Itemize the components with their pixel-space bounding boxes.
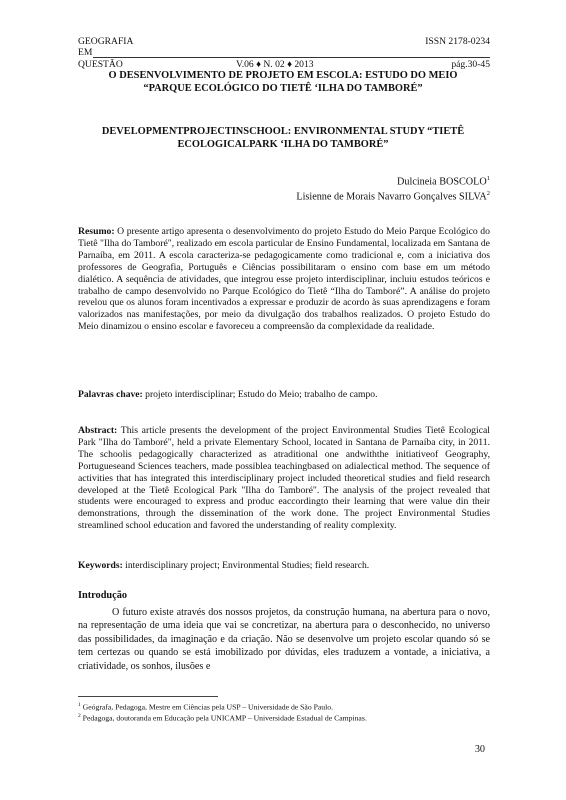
header-rule-top	[93, 57, 490, 58]
abstract-text: This article presents the development of the project Environmental Studies Tietê Ecological Park "Ilha do Tamboré", held a private Elementary School, located in Santana de Parnaíba city, in 2011. The schoolis pedagogically characterized as atraditional one andwiththe initiativeof Geography, Portugueseand Sciences teachers, made possiblea teachingbased on adialectical method. The sequence of activities that has integrated this interdisciplinary project included theoretical studies and field research developed at the Tietê Ecological Park "Ilha do Tamboré". The analysis of the project revealed that students were encouraged to express and produc eaccordingto their learning that were value din their demonstrations, through the dissemination of the work done. The project Environmental Studies streamlined school education and favored the understanding of reality complexity.	[78, 425, 490, 532]
issn: ISSN 2178-0234	[425, 36, 490, 47]
resumo-text: O presente artigo apresenta o desenvolvimento do projeto Estudo do Meio Parque Ecológico do Tietê "Ilha do Tamboré", realizado em escola particular de Ensino Fundamental, localizada em Santana de Parnaíba, em 2011. A escola caracteriza-se pedagogicamente como tradicional e, com a iniciativa dos professores de Geografia, Português e Ciências possibilitaram o ensino com base em um método dialético. A sequência de atividades, que integrou esse projeto interdisciplinar, incluiu estudos teóricos e trabalho de campo desenvolvido no Parque Ecológico do Tietê “Ilha do Tamboré”. A análise do projeto revelou que os alunos foram incentivados a expressar e produzir de acordo às suas aprendizagens e foram valorizados nas manifestações, por meio da divulgação dos trabalhos realizados. O projeto Estudo do Meio dinamizou o ensino escolar e favoreceu a compreensão da complexidade da realidade.	[78, 226, 490, 333]
abstract-paragraph	[78, 425, 490, 532]
resumo-label: Resumo:	[78, 226, 115, 237]
author-1-name: Dulcineia BOSCOLO	[397, 176, 487, 188]
footnote-1-text: Geógrafa, Pedagoga, Mestre em Ciências pela USP – Universidade de São Paulo.	[80, 702, 334, 712]
section-heading-introducao: Introdução	[78, 590, 128, 601]
title-en-line2: ECOLOGICALPARK ‘ILHA DO TAMBORÉ”	[177, 139, 389, 150]
title-en	[60, 125, 506, 151]
author-2-name: Lisienne de Morais Navarro Gonçalves SILVA	[296, 191, 487, 203]
journal-name-line2: EM	[78, 47, 93, 58]
title-pt-line2: “PARQUE ECOLÓGICO DO TIETÊ ‘ILHA DO TAMBORÉ”	[143, 83, 423, 94]
keywords	[78, 560, 490, 572]
palavras-chave-label: Palavras chave:	[78, 389, 143, 400]
journal-name-line3: QUESTÃO	[78, 59, 123, 70]
footnote-separator	[78, 696, 218, 697]
footnote-1-mark: 1	[78, 702, 81, 708]
palavras-chave	[78, 389, 490, 401]
title-pt-line1: O DESENVOLVIMENTO DE PROJETO EM ESCOLA: ESTUDO DO MEIO	[108, 70, 458, 81]
volume-issue: V.06 ♦ N. 02 ♦ 2013	[236, 59, 314, 70]
intro-paragraph: O futuro existe através dos nossos projetos, da construção humana, na abertura para o novo, na representação de uma ideia que vai se concretizar, na abertura para o desconhecido, no universo das possibilidades, da imaginação e da criação. Não se desenvolve um projeto escolar quando só se tem certezas ou quando se está imobilizado por dúvidas, eles traduzem a vontade, a iniciativa, a criatividade, os sonhos, ilusões e	[78, 607, 490, 672]
resumo-paragraph	[78, 226, 490, 333]
abstract-label: Abstract:	[78, 425, 118, 436]
footnote-2-text: Pedagoga, doutoranda em Educação pela UNICAMP – Universidade Estadual de Campinas.	[80, 713, 367, 723]
title-en-line1: DEVELOPMENTPROJECTINSCHOOL: ENVIRONMENTAL STUDY “TIETÊ	[101, 126, 465, 137]
keywords-text: interdisciplinary project; Environmental Studies; field research.	[122, 560, 370, 571]
journal-name-line1: GEOGRAFIA	[78, 36, 134, 47]
palavras-chave-text: projeto interdisciplinar; Estudo do Meio; trabalho de campo.	[142, 389, 378, 400]
title-pt	[60, 69, 506, 95]
author-2-footnote-mark: 2	[486, 190, 490, 197]
page-range: pág.30-45	[451, 59, 490, 70]
author-2	[296, 187, 490, 204]
page-number: 30	[474, 744, 485, 755]
keywords-label: Keywords:	[78, 560, 123, 571]
footnote-2	[78, 711, 498, 724]
author-1-footnote-mark: 1	[486, 175, 490, 182]
footnote-2-mark: 2	[78, 713, 81, 719]
